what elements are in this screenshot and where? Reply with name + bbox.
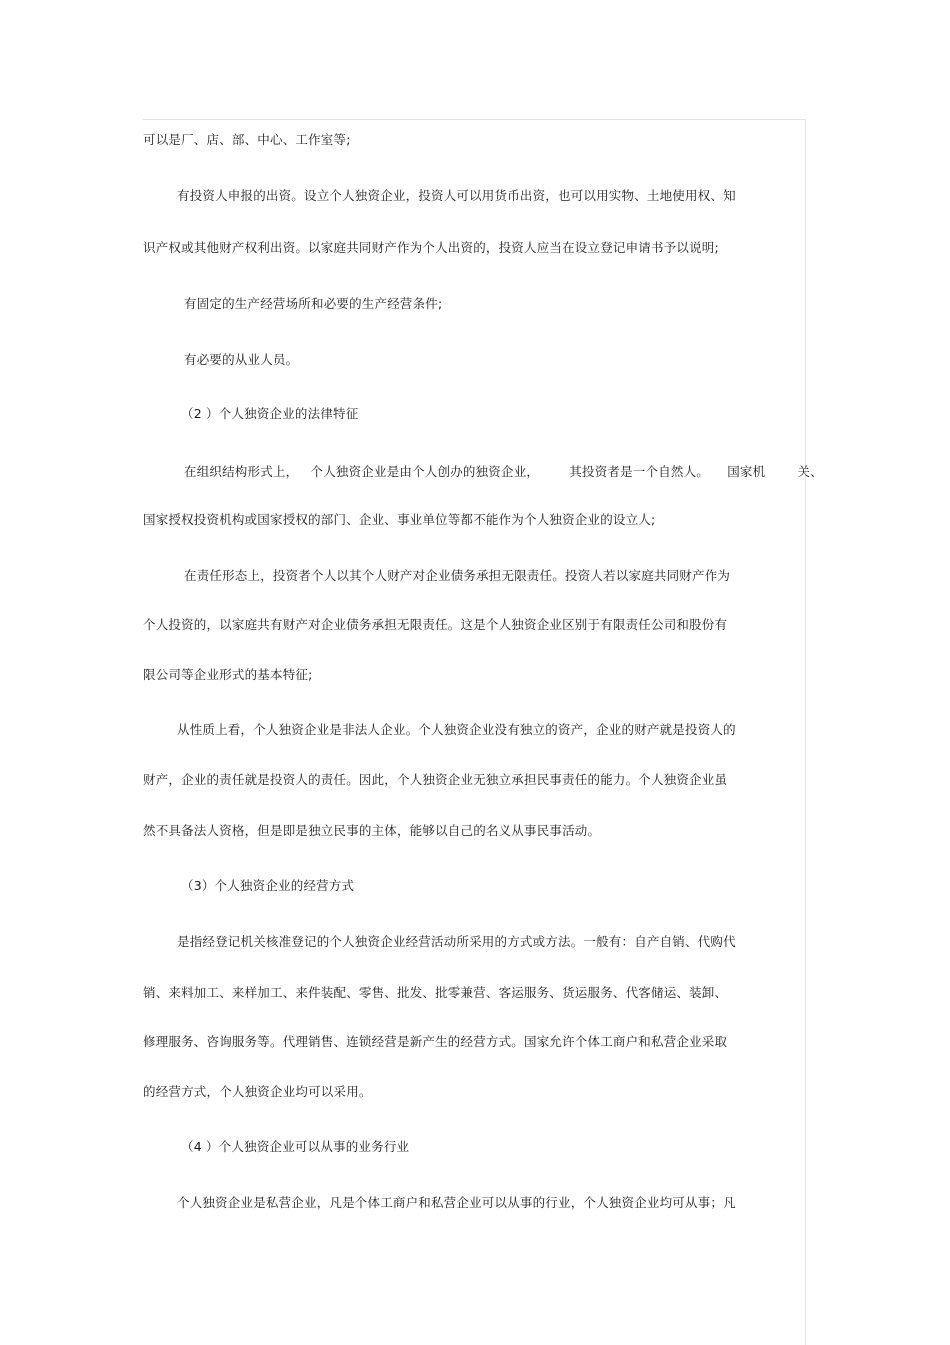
text-line-16: 销、来料加工、来样加工、来件装配、零售、批发、批零兼营、客运服务、货运服务、代客储运、装卸、 [143,985,728,1000]
split-part-1: 在组织结构形式上， [184,464,299,479]
text-line-4: 有固定的生产经营场所和必要的生产经营条件; [184,296,443,311]
text-line-15: 是指经登记机关核准登记的个人独资企业经营活动所采用的方式或方法。一般有：自产自销、代购代 [177,934,736,949]
split-part-2: 个人独资企业是由个人创办的独资企业， [310,464,540,479]
text-line-8: 在责任形态上，投资者个人以其个人财产对企业债务承担无限责任。投资人若以家庭共同财产作为 [184,568,731,583]
text-line-2: 有投资人申报的出资。设立个人独资企业，投资人可以用货币出资，也可以用实物、土地使用权、知 [177,188,736,203]
split-part-3: 其投资者是一个自然人。 [569,464,709,479]
text-line-3: 识产权或其他财产权利出资。以家庭共同财产作为个人出资的，投资人应当在设立登记申请书予以说明; [143,240,719,255]
text-line-17: 修理服务、咨询服务等。代理销售、连锁经营是新产生的经营方式。国家允许个体工商户和私营企业采取 [143,1034,728,1049]
text-line-1: 可以是厂、店、部、中心、工作室等; [143,132,351,147]
text-line-20: 个人独资企业是私营企业，凡是个体工商户和私营企业可以从事的行业，个人独资企业均可从事；凡 [177,1195,736,1210]
text-line-13: 然不具备法人资格，但是即是独立民事的主体，能够以自己的名义从事民事活动。 [143,823,601,838]
text-line-5: 有必要的从业人员。 [184,352,299,367]
text-line-12: 财产，企业的责任就是投资人的责任。因此，个人独资企业无独立承担民事责任的能力。个人独资企业虽 [143,772,728,787]
text-line-18: 的经营方式，个人独资企业均可以采用。 [143,1084,372,1099]
split-part-4: 国家机 [727,464,766,479]
text-line-split [184,464,823,480]
section-heading-2: （2 ）个人独资企业的法律特征 [181,406,359,421]
text-line-10: 限公司等企业形式的基本特征; [143,667,313,682]
text-line-7: 国家授权投资机构或国家授权的部门、企业、事业单位等都不能作为个人独资企业的设立人; [143,512,656,527]
split-part-5: 关、 [797,464,823,479]
text-line-9: 个人投资的，以家庭共有财产对企业债务承担无限责任。这是个人独资企业区别于有限责任公司和股份有 [143,617,728,632]
section-heading-4: （4 ）个人独资企业可以从事的业务行业 [181,1139,410,1154]
section-heading-3: （3）个人独资企业的经营方式 [181,878,355,893]
text-line-11: 从性质上看，个人独资企业是非法人企业。个人独资企业没有独立的资产，企业的财产就是投资人的 [177,722,736,737]
